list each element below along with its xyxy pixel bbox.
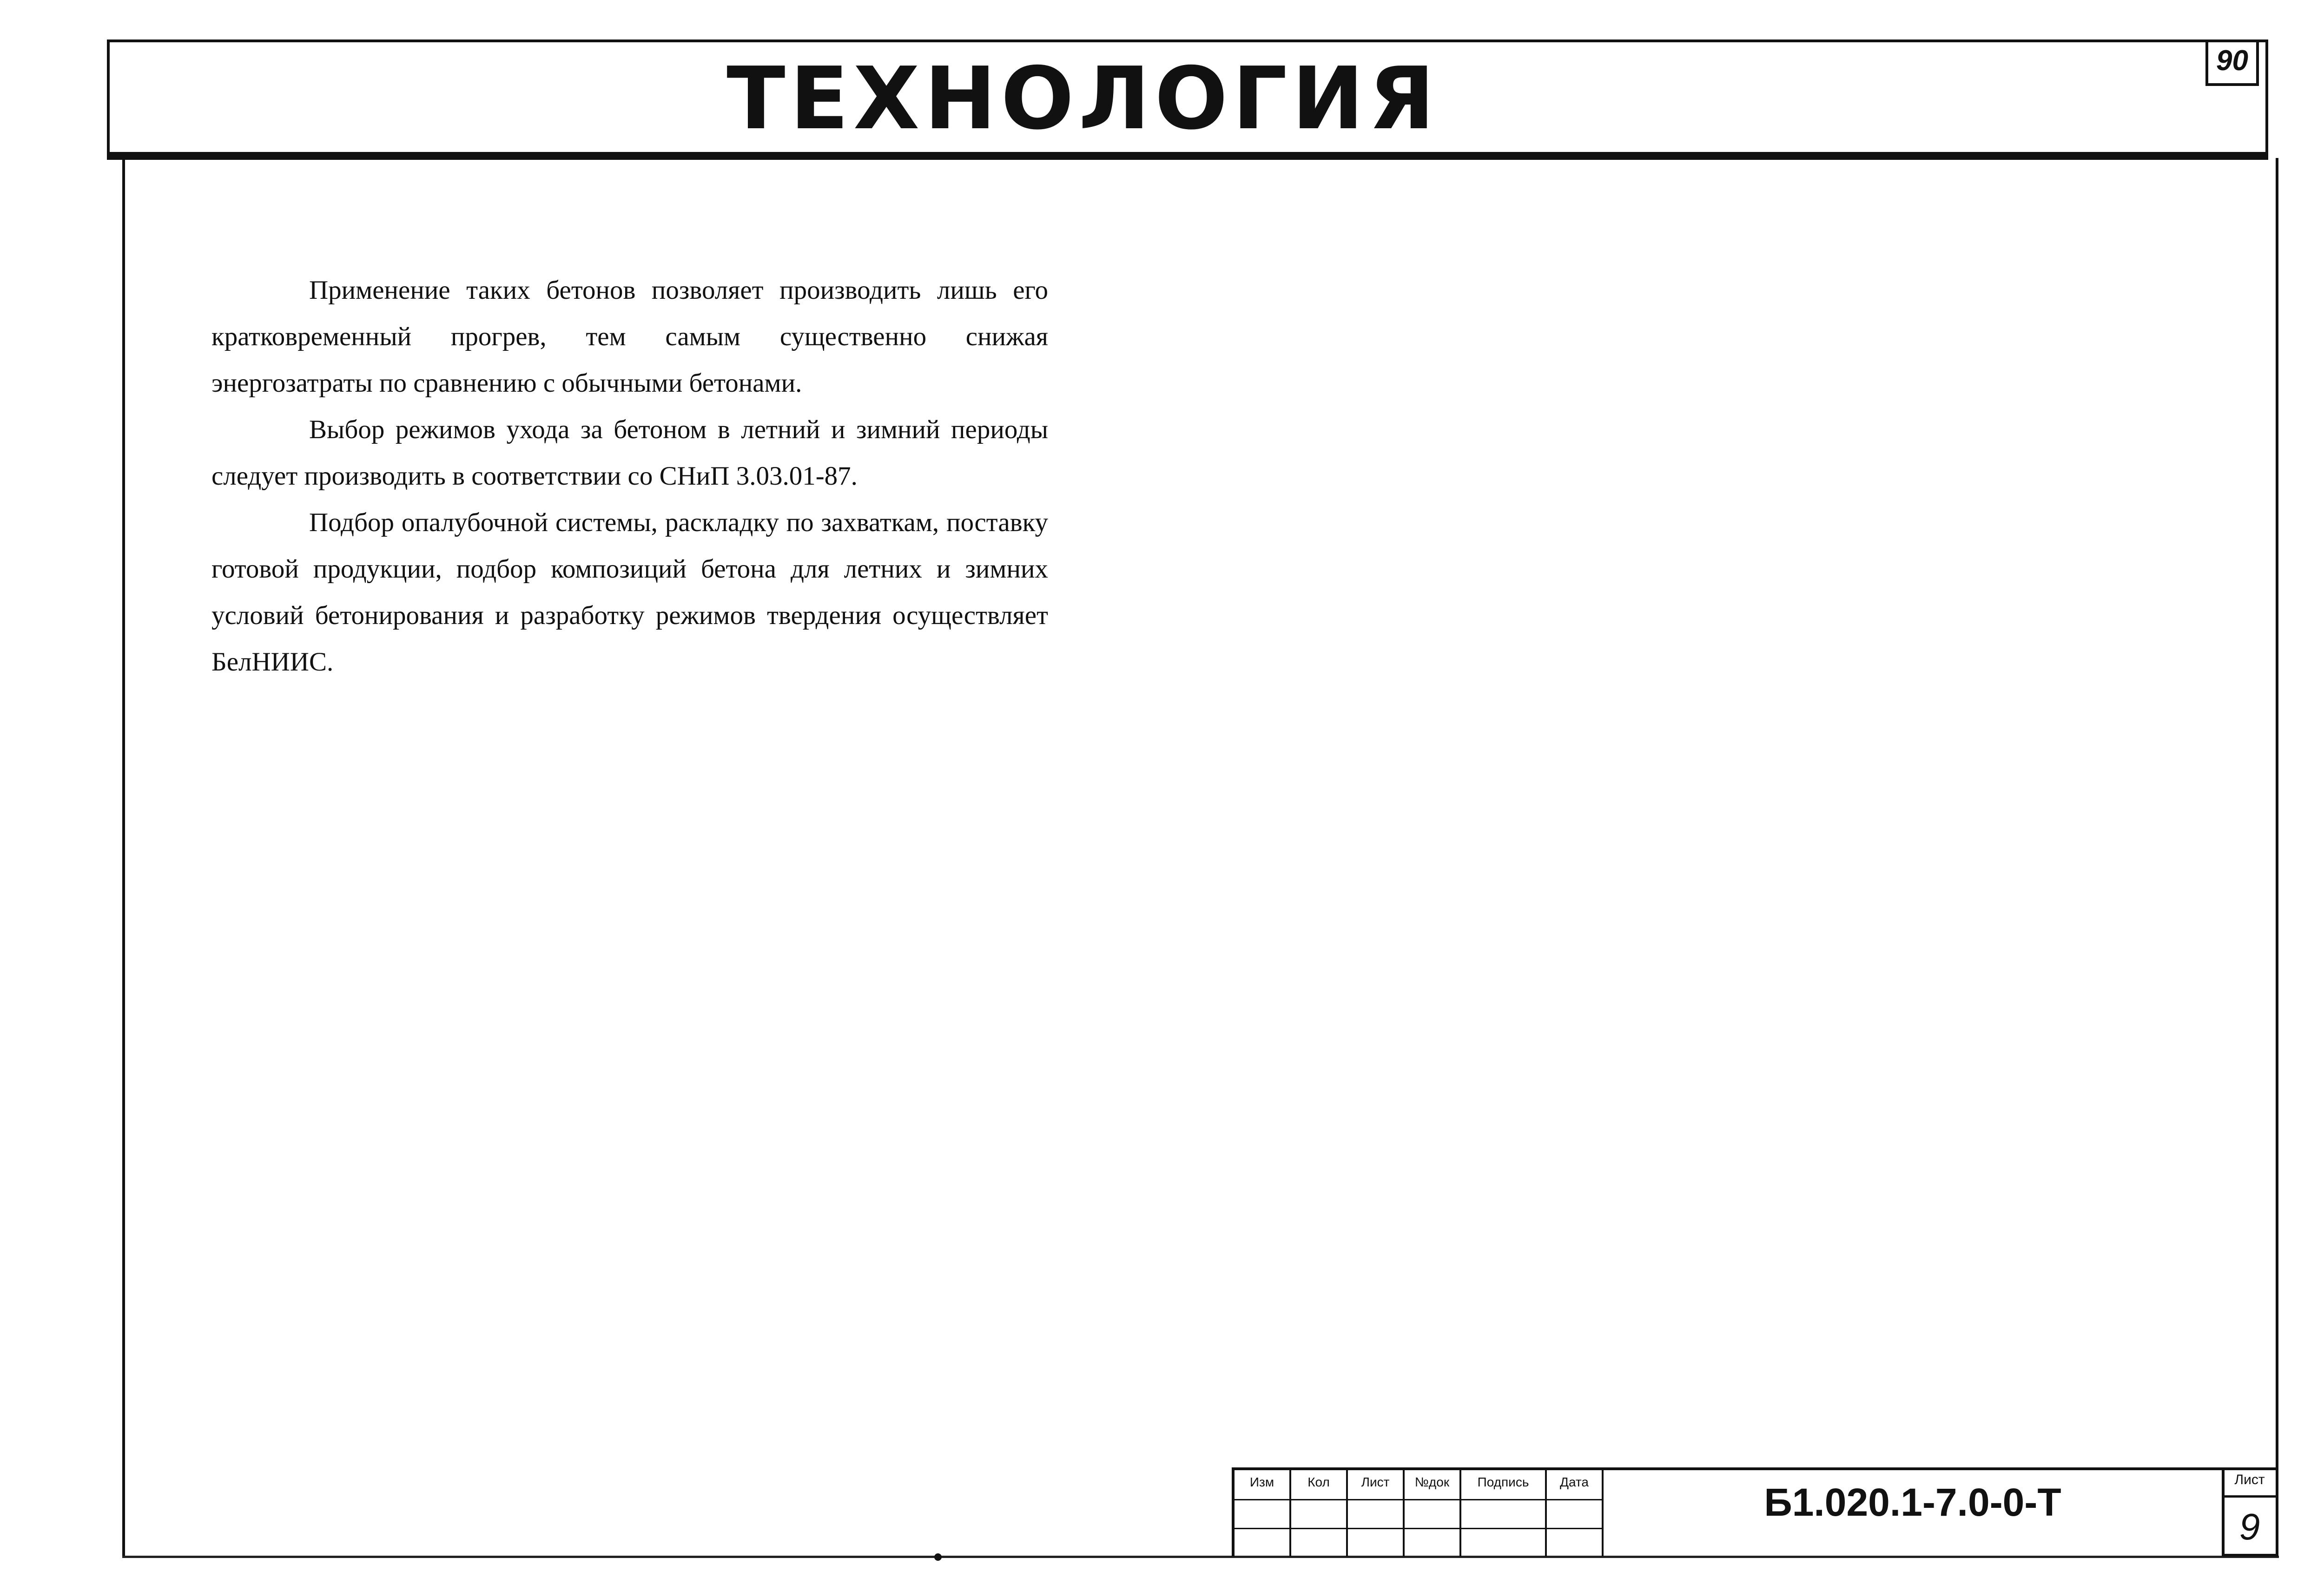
column-label: Кол	[1307, 1475, 1330, 1489]
column-label: Дата	[1559, 1475, 1589, 1489]
page-number: 90	[2216, 45, 2248, 77]
header-frame-right	[2265, 39, 2268, 158]
column-label: Изм	[1249, 1475, 1274, 1489]
sheet-box-divider	[2222, 1495, 2278, 1498]
column-label: Подпись	[1477, 1475, 1529, 1489]
grid-row-line	[1235, 1528, 1604, 1529]
column-kol	[1291, 1470, 1348, 1557]
column-label: Лист	[1361, 1475, 1390, 1489]
header-frame-left	[107, 39, 110, 158]
header-frame-top	[107, 39, 2268, 42]
paragraph-3: Подбор опалубочной системы, раскладку по захваткам, поставку готовой продукции, подбор композиций бетона для летних и зимних условий бетонирования и разработку режимов твердения осуществляет БелНИИС.	[211, 508, 1048, 677]
column-izm	[1235, 1470, 1291, 1557]
header-rule	[107, 152, 2268, 160]
column-ndok	[1405, 1470, 1461, 1557]
column-label: №док	[1414, 1475, 1450, 1489]
document-code: Б1.020.1-7.0-0-Т	[1764, 1480, 2061, 1524]
grid-row-line	[1235, 1499, 1604, 1500]
paragraph-2: Выбор режимов ухода за бетоном в летний и зимний периоды следует производить в соответствии со СНиП 3.03.01-87.	[211, 415, 1048, 491]
title-block-grid	[1232, 1467, 1604, 1557]
column-podpis	[1461, 1470, 1547, 1557]
frame-marker	[934, 1553, 942, 1561]
frame-left-border	[122, 158, 125, 1557]
sheet-label: Лист	[2234, 1472, 2265, 1487]
column-list	[1348, 1470, 1405, 1557]
sheet-number: 9	[2239, 1506, 2260, 1547]
page-title: ТЕХНОЛОГИЯ	[726, 48, 1439, 149]
frame-right-border	[2276, 158, 2278, 1557]
paragraph-1: Применение таких бетонов позволяет производить лишь его кратковременный прогрев, тем самым существенно снижая энергозатраты по сравнению с обычными бетонами.	[211, 276, 1048, 398]
column-data	[1547, 1470, 1604, 1557]
body-text	[211, 267, 1048, 685]
